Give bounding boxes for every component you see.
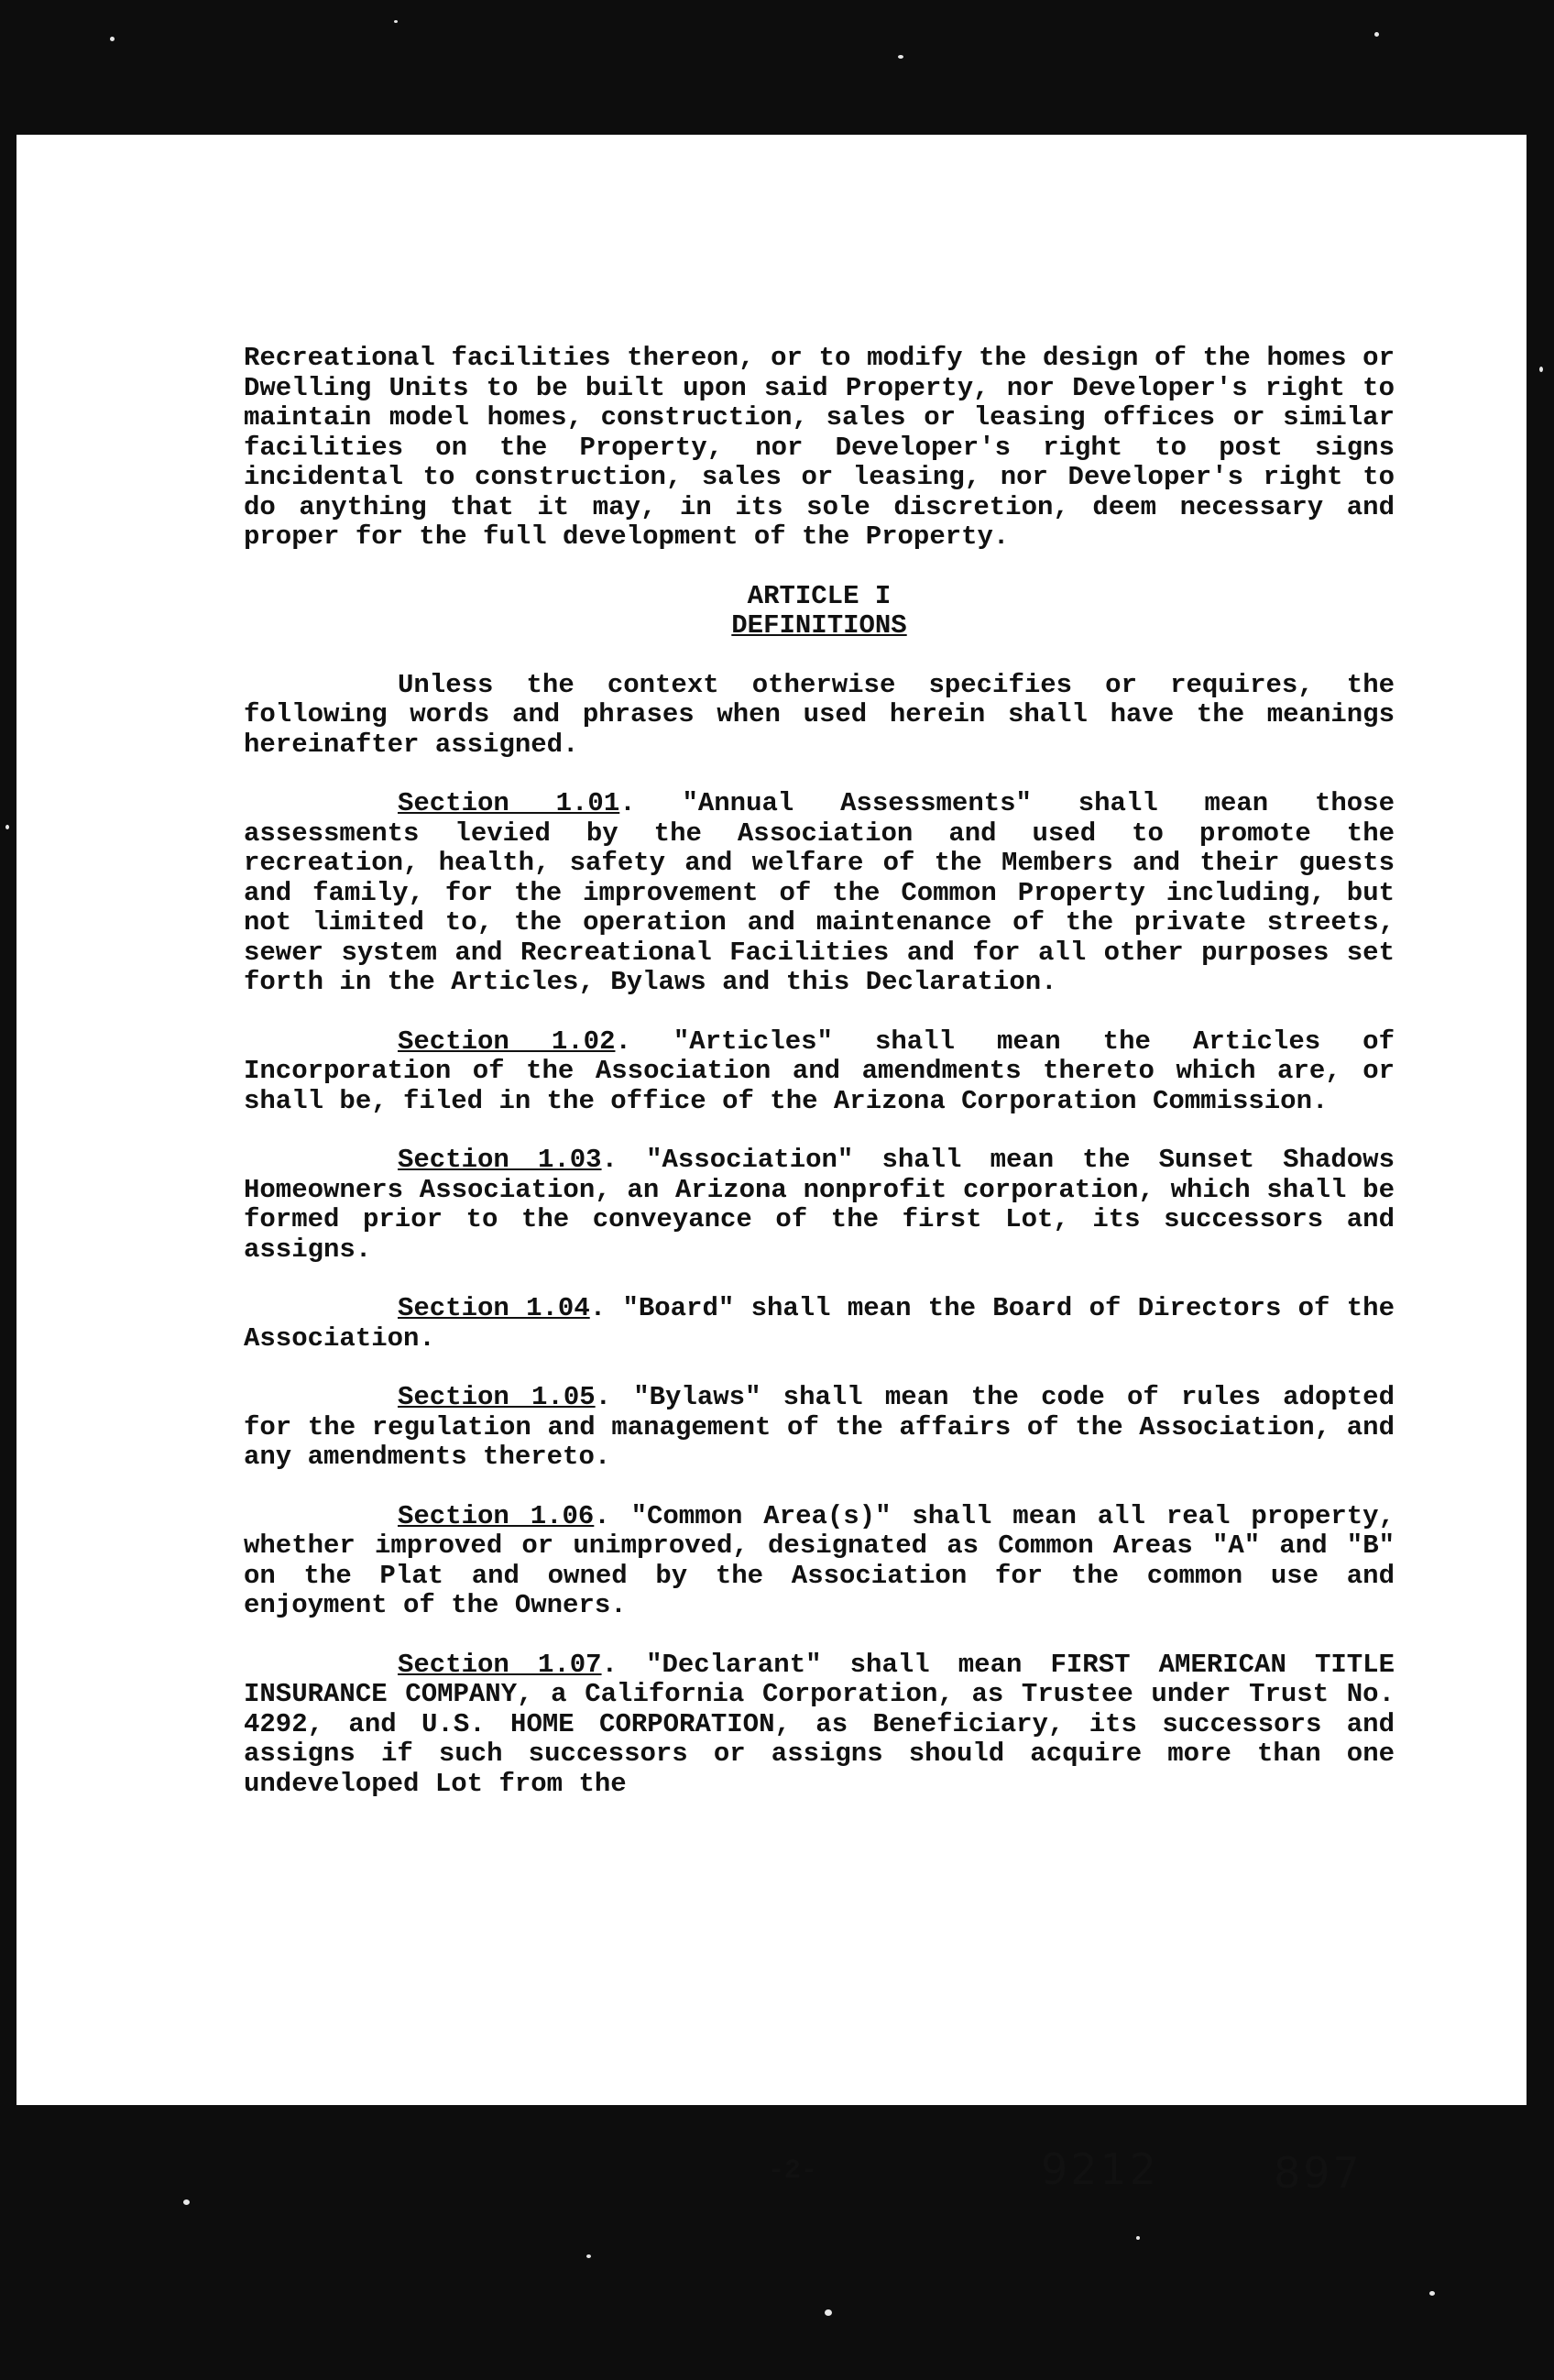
- document-page: [16, 135, 1527, 2198]
- section-label: Section 1.06: [398, 1500, 595, 1531]
- section-text: . "Annual Assessments" shall mean those assessments levied by the Association and used to promote the recreation, health, safety and welfare of the Members and their guests and family, for the improvement of the Common Property including, but not limited to, the operation and maintenance of the private streets, sewer system and Recreational Facilities and for all other purposes set forth in the Articles, Bylaws and this Declaration.: [244, 788, 1395, 997]
- section-paragraph: [244, 1027, 1395, 1117]
- section-text: . "Declarant" shall mean FIRST AMERICAN TITLE INSURANCE COMPANY, a California Corporation, as Trustee under Trust No. 4292, and U.S. HOME CORPORATION, as Beneficiary, its successors and assigns if such successors or assigns should acquire more than one undeveloped Lot from the: [244, 1649, 1395, 1799]
- section-text: . "Association" shall mean the Sunset Shadows Homeowners Association, an Arizona nonprofit corporation, which shall be formed prior to the conveyance of the first Lot, its successors and assigns.: [244, 1145, 1395, 1265]
- preamble-paragraph: Unless the context otherwise specifies or requires, the following words and phrases when used herein shall have the meanings hereinafter assigned.: [244, 669, 1395, 760]
- section-label: Section 1.04: [398, 1293, 590, 1323]
- section-text: . "Bylaws" shall mean the code of rules adopted for the regulation and management of the affairs of the Association, and any amendments thereto.: [244, 1382, 1395, 1472]
- section-paragraph: [244, 1383, 1395, 1473]
- recording-number-a: 9212: [1041, 2144, 1160, 2194]
- section-paragraph: [244, 1651, 1395, 1800]
- section-paragraph: [244, 1294, 1395, 1354]
- section-label: Section 1.03: [398, 1145, 602, 1175]
- section-paragraph: [244, 789, 1395, 998]
- section-text: . "Common Area(s)" shall mean all real property, whether improved or unimproved, designated as Common Areas "A" and "B" on the Plat and owned by the Association for the common use and enjoyment of the Owners.: [244, 1500, 1395, 1620]
- article-number: ARTICLE I: [747, 580, 892, 611]
- intro-paragraph: Recreational facilities thereon, or to modify the design of the homes or Dwelling Units to be built upon said Property, nor Developer's right to maintain model homes, construction, sales or leasing offices or similar facilities on the Property, nor Developer's right to post signs incidental to construction, sales or leasing, nor Developer's right to do anything that it may, in its sole discretion, deem necessary and proper for the full development of the Property.: [244, 343, 1395, 552]
- recording-number-b: 897: [1274, 2148, 1362, 2198]
- section-text: . "Board" shall mean the Board of Directors of the Association.: [244, 1293, 1395, 1354]
- section-paragraph: [244, 1502, 1395, 1621]
- article-title: DEFINITIONS: [731, 610, 907, 641]
- section-text: . "Articles" shall mean the Articles of Incorporation of the Association and amendments thereto which are, or shall be, filed in the office of the Arizona Corporation Commission.: [244, 1025, 1395, 1116]
- document-body: [244, 344, 1395, 1799]
- section-label: Section 1.01: [398, 788, 620, 818]
- page-number: -2-: [768, 2155, 818, 2187]
- section-label: Section 1.05: [398, 1382, 596, 1412]
- section-paragraph: [244, 1146, 1395, 1265]
- section-label: Section 1.02: [398, 1025, 616, 1057]
- section-label: Section 1.07: [398, 1649, 602, 1680]
